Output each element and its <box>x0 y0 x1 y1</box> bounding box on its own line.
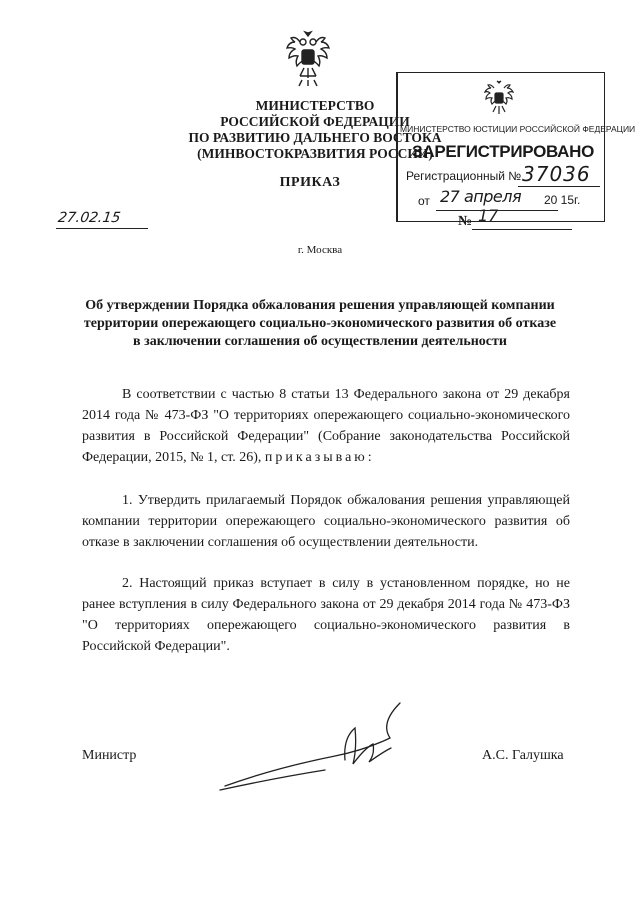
stamp-date-underline <box>436 210 558 211</box>
stamp-date-year: 20 15г. <box>544 193 581 207</box>
city: г. Москва <box>297 244 343 256</box>
stamp-date: 27 апреля <box>440 187 522 206</box>
preamble-text: В соответствии с частью 8 статьи 13 Федерального закона от 29 декабря 2014 года № 473-ФЗ "О территориях опережающего социально-экономического развития в Российской Федерации" (Собрание законодательства Российской Федерации, 2015, № 1, ст. 26), <box>82 387 570 465</box>
ministry-line-1: МИНИСТЕРСТВО <box>255 98 375 113</box>
coat-of-arms-icon <box>286 30 330 90</box>
order-date: 27.02.15 <box>56 210 122 226</box>
document-type: ПРИКАЗ <box>279 175 341 190</box>
stamp-date-prefix: от <box>418 194 430 208</box>
ministry-line-2: РОССИЙСКОЙ ФЕДЕРАЦИИ <box>220 114 410 129</box>
signatory-position: Министр <box>82 748 137 763</box>
stamp-reg-underline <box>518 186 600 187</box>
ministry-line-4: (МИНВОСТОКРАЗВИТИЯ РОССИИ) <box>197 146 433 161</box>
stamp-reg-label: Регистрационный № <box>406 169 522 183</box>
stamp-coat-of-arms-icon <box>484 80 514 118</box>
number-underline <box>472 229 572 230</box>
ministry-line-3: ПО РАЗВИТИЮ ДАЛЬНЕГО ВОСТОКА <box>188 130 442 145</box>
preamble-paragraph <box>82 384 570 468</box>
stamp-organization: МИНИСТЕРСТВО ЮСТИЦИИ РОССИЙСКОЙ ФЕДЕРАЦИИ <box>400 124 636 134</box>
signatory-name: А.С. Галушка <box>482 748 564 763</box>
order-number: 17 <box>478 206 499 225</box>
order-item-2: 2. Настоящий приказ вступает в силу в установленном порядке, но не ранее вступления в силу Федерального закона от 29 декабря 2014 года № 473-ФЗ "О территориях опережающего социально-экономического развития в Российской Федерации". <box>82 576 570 654</box>
date-underline <box>56 228 148 229</box>
stamp-reg-number: 37036 <box>522 162 591 186</box>
stamp-status: ЗАРЕГИСТРИРОВАНО <box>412 142 595 161</box>
document-title: Об утверждении Порядка обжалования решения управляющей компании территории опережающего социально-экономического развития об отказе в заключении соглашения об осуществлении деятельности <box>83 298 557 349</box>
order-word: приказываю: <box>264 450 375 465</box>
signature <box>215 698 415 798</box>
registration-stamp <box>396 72 636 222</box>
order-item-1: 1. Утвердить прилагаемый Порядок обжалования решения управляющей компании территории опережающего социально-экономического развития об отказе в заключении соглашения об осуществлении деятельности. <box>82 493 570 550</box>
order-number-label: № <box>458 214 473 229</box>
